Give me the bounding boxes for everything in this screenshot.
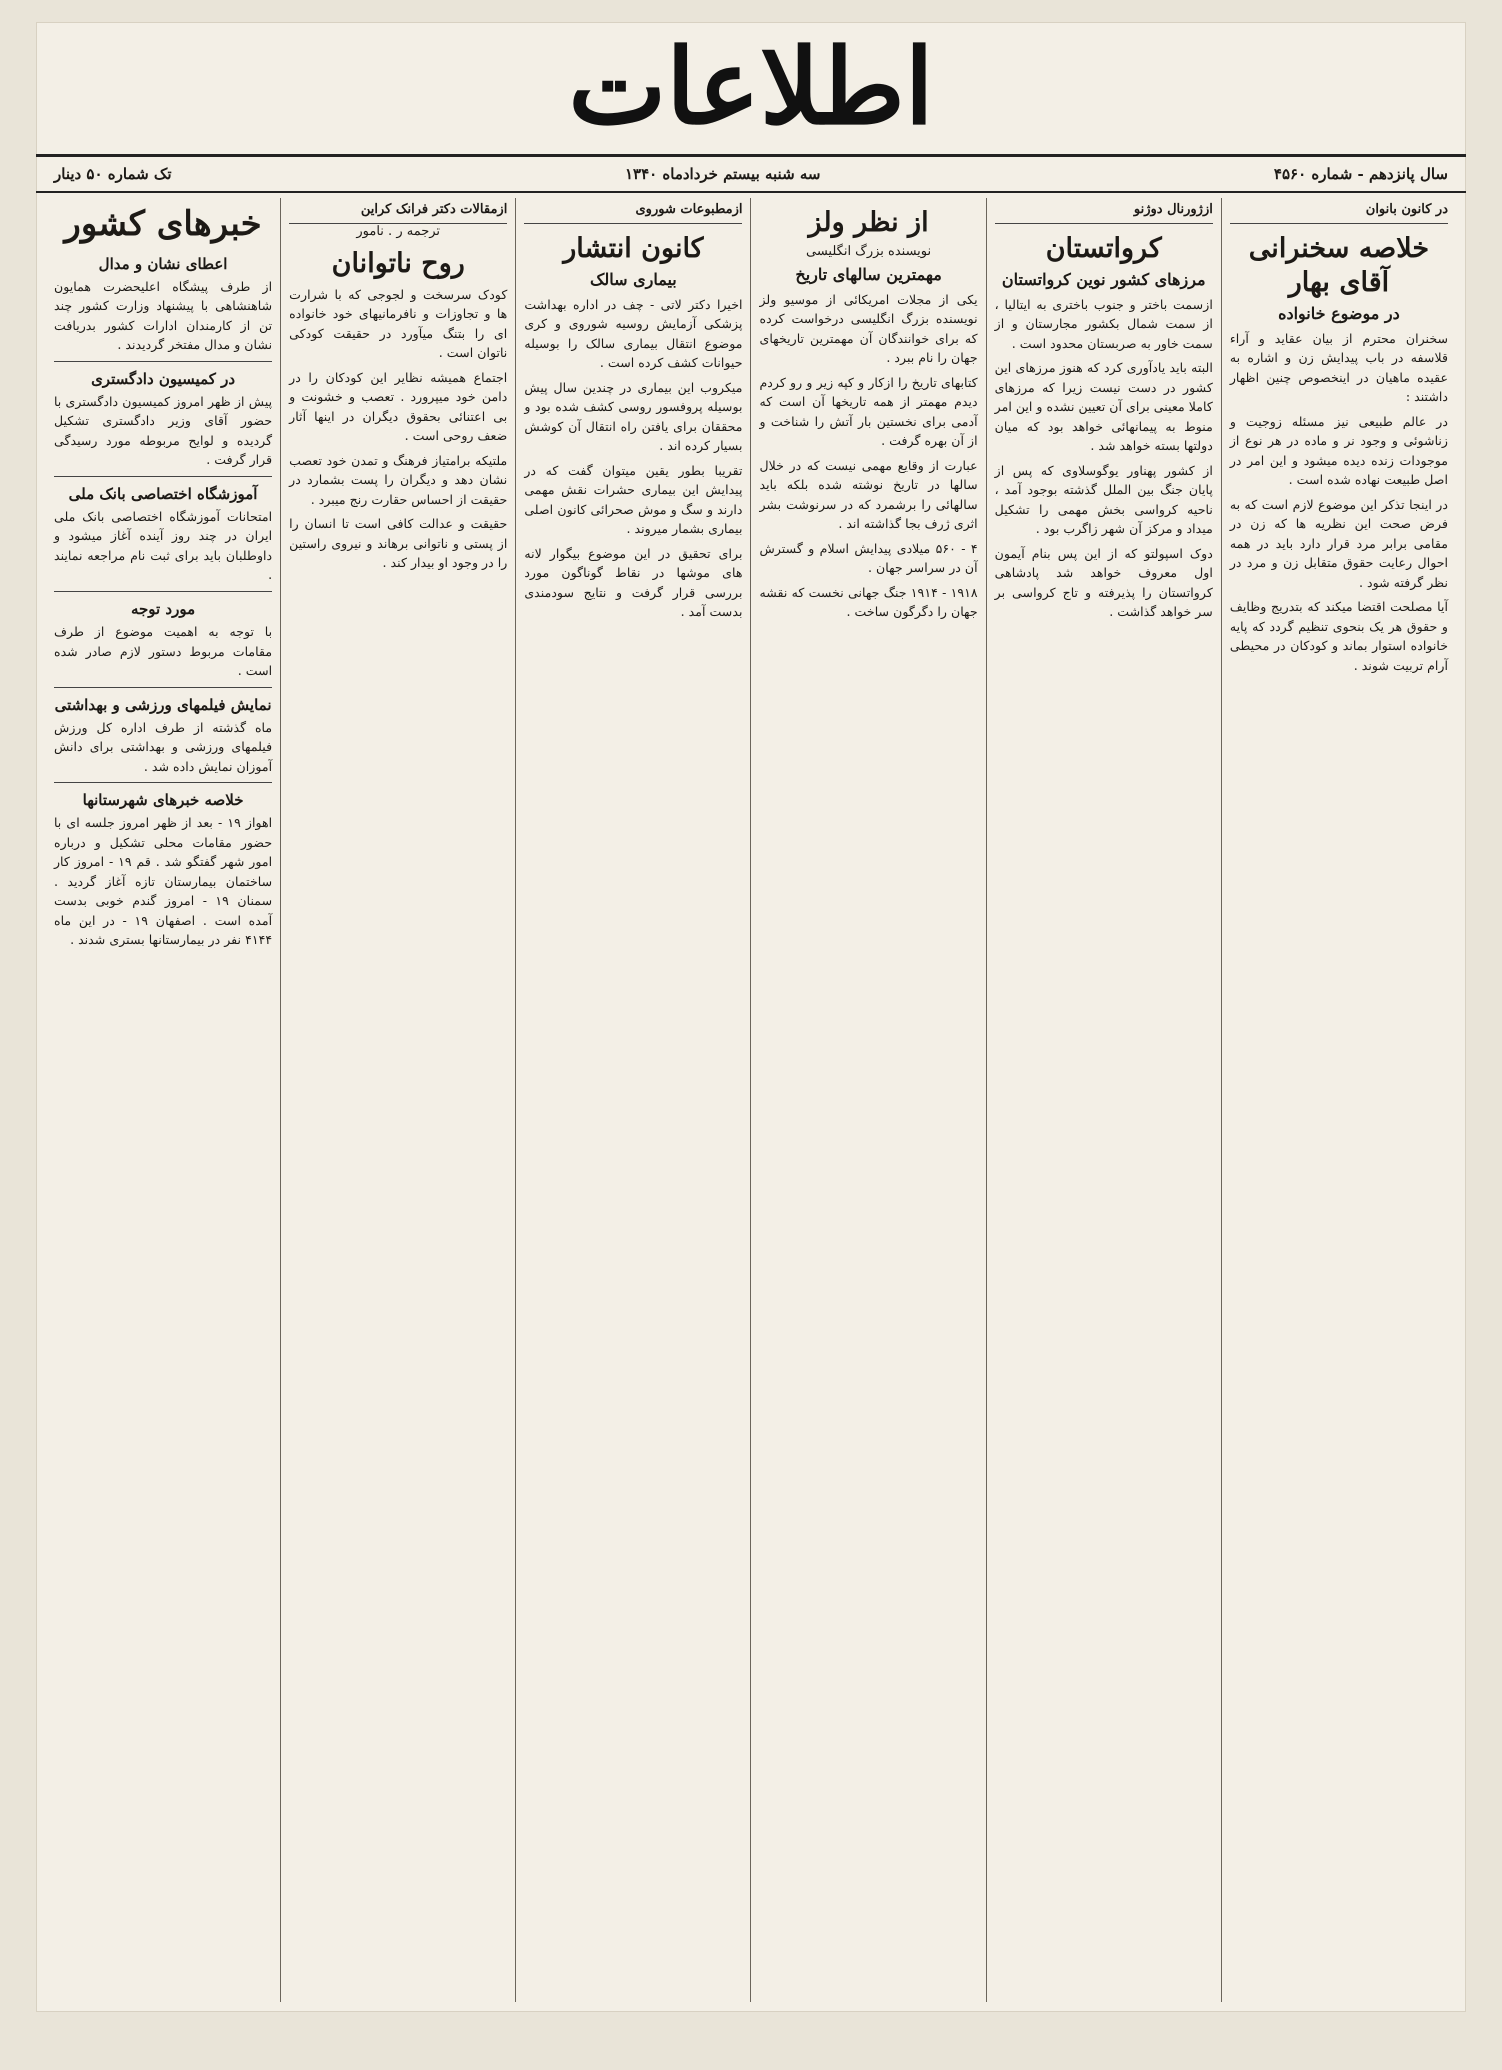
paragraph: ۴ - ۵۶۰ میلادی پیدایش اسلام و گسترش آن در سراسر جهان . [759, 540, 978, 576]
divider [54, 687, 272, 688]
masthead-title: اطلاعات [568, 25, 934, 148]
paragraph: کتابهای تاریخ را ازکار و کپه زیر و رو کردم دیدم مهمتر از همه تاریخها آن است که آدمی برای نخستین بار آتش را شناخت و از آن بهره گرفت . [759, 374, 978, 449]
column-kicker: در کانون بانوان [1230, 198, 1448, 224]
column-headline: روح ناتوانان [331, 248, 465, 279]
column-kicker: ازمطبوعات شوروی [524, 198, 742, 224]
section-body: با توجه به اهمیت موضوع از طرف مقامات مربوط دستور لازم صادر شده است . [53, 623, 273, 679]
paragraph: برای تحقیق در این موضوع بیگوار لانه های موشها در نقاط گوناگون مورد بررسی قرار گرفت و نتایج سودمندی بدست آمد . [524, 545, 743, 620]
divider [54, 782, 272, 783]
section-title: اعطای نشان و مدال [98, 254, 228, 273]
column-wells [750, 198, 985, 2002]
column-headline: خلاصه سخنرانی آقای بهار [1248, 233, 1430, 298]
section-body: از طرف پیشگاه اعلیحضرت همایون شاهنشاهی با پیشنهاد وزارت کشور چند تن از کارمندان ادارات کشور بدریافت نشان و مدال مفتخر گردیدند . [53, 278, 273, 353]
paragraph: البته باید یادآوری کرد که هنوز مرزهای این کشور در دست نیست زیرا که مرزهای کاملا معینی برای آن تعیین نشده و این امر منوط به پیمانهائی خواهد بود که میان دولتها بسته خواهد شد . [994, 360, 1213, 454]
divider [54, 591, 272, 592]
paragraph: کودک سرسخت و لجوجی که با شرارت ها و تجاوزات و نافرمانیهای خود خانواده ای را بتنگ میآورد در حقیقت کودکی ناتوان است . [289, 286, 508, 361]
column-subheadline: مرزهای کشور نوین کرواتستان [1001, 269, 1206, 289]
paragraph: میکروب این بیماری در چندین سال پیش بوسیله پروفسور روسی کشف شده بود و محققان برای یافتن راه انتقال آن کوشش بسیار کرده اند . [524, 379, 743, 454]
paragraph: ۱۹۱۸ - ۱۹۱۴ جنگ جهانی نخست که نقشه جهان را دگرگون ساخت . [759, 584, 978, 620]
section-title: در کمیسیون دادگستری [91, 369, 236, 388]
section-body: امتحانات آموزشگاه اختصاصی بانک ملی ایران در چند روز آینده آغاز میشود و داوطلبان باید برای ثبت نام مراجعه نمایند . [53, 508, 273, 583]
column-byline: ترجمه ر . نامور [356, 224, 441, 239]
divider [54, 476, 272, 477]
column-headline: خبرهای کشور [64, 204, 262, 244]
issue-price: تک شماره ۵۰ دینار [54, 165, 172, 183]
section-body: اهواز ۱۹ - بعد از ظهر امروز جلسه ای با حضور مقامات محلی تشکیل و درباره امور شهر گفتگو شد . قم ۱۹ - امروز کار ساختمان بیمارستان تازه آغاز گردید . سمنان ۱۹ - امروز گندم خوبی بدست آمده است . اصفهان ۱۹ - در این ماه ۴۱۴۴ نفر در بیمارستانها بستری شدند . [53, 815, 273, 948]
section-title: آموزشگاه اختصاصی بانک ملی [68, 484, 258, 503]
column-headline: کرواتستان [1045, 233, 1162, 264]
columns-area [46, 198, 1456, 2002]
column-croatia [986, 198, 1221, 2002]
column-subheadline: بیماری سالک [590, 269, 677, 289]
paragraph: اخیرا دکتر لاتی - چف در اداره بهداشت پزشکی آزمایش روسیه شوروی و کری موضوع انتقال بیماری سالک را بوسیله حیوانات کشف کرده است . [524, 296, 743, 371]
dateline-bar [36, 154, 1466, 193]
column-body [1230, 329, 1448, 676]
paragraph: ملتیکه برامتیاز فرهنگ و تمدن خود تعصب نشان دهد و دیگران را پست بشمارد در حقیقت از احساس حقارت رنج میبرد . [289, 452, 508, 507]
section-body: ماه گذشته از طرف اداره کل ورزش فیلمهای ورزشی و بهداشتی برای دانش آموزان نمایش داده شد . [53, 719, 273, 774]
column-disease [515, 198, 750, 2002]
column-body [995, 295, 1213, 622]
paragraph: تقریبا بطور یقین میتوان گفت که در پیدایش این بیماری حشرات نقش مهمی دارند و سگ و موش صحرائی کانون اصلی بیماری بشمار میروند . [524, 462, 743, 537]
paragraph: دوک اسپولتو که از این پس بنام آیمون اول معروف خواهد شد پادشاهی کرواتستان را پذیرفته و تاج کرواسی بر سر خواهد گذاشت . [994, 545, 1213, 620]
paragraph: ازسمت باختر و جنوب باختری به ایتالیا ، از سمت شمال بکشور مجارستان و از سمت خاور به صربستان محدود است . [994, 296, 1213, 351]
paragraph: در اینجا تذکر این موضوع لازم است که به فرض صحت این نظریه ها که زن در مقامی برابر مرد قرار دارد باید در همه احوال رعایت حقوق متقابل زن و مرد در نظر گرفته شود . [1229, 496, 1448, 590]
column-headline: کانون انتشار [563, 233, 704, 264]
column-family [1221, 198, 1456, 2002]
column-body [524, 295, 742, 622]
section-title: نمایش فیلمهای ورزشی و بهداشتی [54, 695, 272, 714]
paragraph: یکی از مجلات امریکائی از موسیو ولز نویسنده بزرگ انگلیسی درخواست کرده که برای خوانندگان آن مهمترین تاریخهای جهان را نام ببرد . [759, 291, 978, 366]
paragraph: عبارت از وقایع مهمی نیست که در خلال سالها در تاریخ نوشته شده بلکه باید سالهائی را برشمرد که در سرنوشت بشر اثری ژرف بجا گذاشته اند . [759, 457, 978, 532]
paragraph: حقیقت و عدالت کافی است تا انسان را از پستی و ناتوانی برهاند و نیروی راستین را در وجود او بیدار کند . [289, 516, 508, 571]
section-title: خلاصه خبرهای شهرستانها [82, 791, 244, 810]
paragraph: آیا مصلحت اقتضا میکند که بتدریج وظایف و حقوق هر یک بنحوی تنظیم گردد که پایه خانواده استوار بماند و کودکان در محیطی آرام تربیت شوند . [1229, 599, 1448, 673]
column-kicker: ازمقالات دکتر فرانک کراین [289, 198, 507, 224]
column-kicker: ازژورنال دوژنو [995, 198, 1213, 224]
divider [54, 361, 272, 362]
section-title: مورد توجه [130, 599, 196, 618]
column-country-news [46, 198, 280, 2002]
column-byline: نویسنده بزرگ انگلیسی [805, 243, 932, 259]
column-headline: از نظر ولز [808, 207, 929, 238]
column-subheadline: مهمترین سالهای تاریخ [795, 264, 942, 284]
issue-number: سال پانزدهم - شماره ۴۵۶۰ [1273, 165, 1448, 183]
section-body: پیش از ظهر امروز کمیسیون دادگستری با حضور آقای وزیر دادگستری تشکیل گردیده و لوایح مربوطه مورد رسیدگی قرار گرفت . [53, 393, 273, 468]
masthead [36, 22, 1466, 152]
paragraph: در عالم طبیعی نیز مسئله زوجیت و زناشوئی و وجود نر و ماده در هر نوع از موجودات زنده دیده میشود و این امر در اصل طبیعت نهاده شده است . [1229, 413, 1448, 488]
paragraph: سخنران محترم از بیان عقاید و آراء قلاسفه در باب پیدایش زن و اشاره به عقیده ماهیان در اینخصوص چنین اظهار داشتند : [1229, 330, 1448, 405]
column-weak-souls [280, 198, 515, 2002]
paragraph: از کشور پهناور یوگوسلاوی که پس از پایان جنگ بین الملل گذشته بوجود آمد ، ناحیه کرواسی بخش مهمی را تشکیل میداد و مرکز آن شهر زاگرب بود . [994, 462, 1213, 537]
paragraph: اجتماع همیشه نظایر این کودکان را در دامن خود میپرورد . تعصب و خشونت و بی اعتنائی بحقوق دیگران در اینها آثار ضعف روحی است . [289, 369, 508, 444]
newspaper-page [36, 22, 1466, 2012]
column-body [759, 290, 977, 622]
column-subheadline: در موضوع خانواده [1278, 303, 1400, 323]
column-body [289, 285, 507, 573]
issue-date: سه شنبه بیستم خردادماه ۱۳۴۰ [624, 165, 821, 183]
